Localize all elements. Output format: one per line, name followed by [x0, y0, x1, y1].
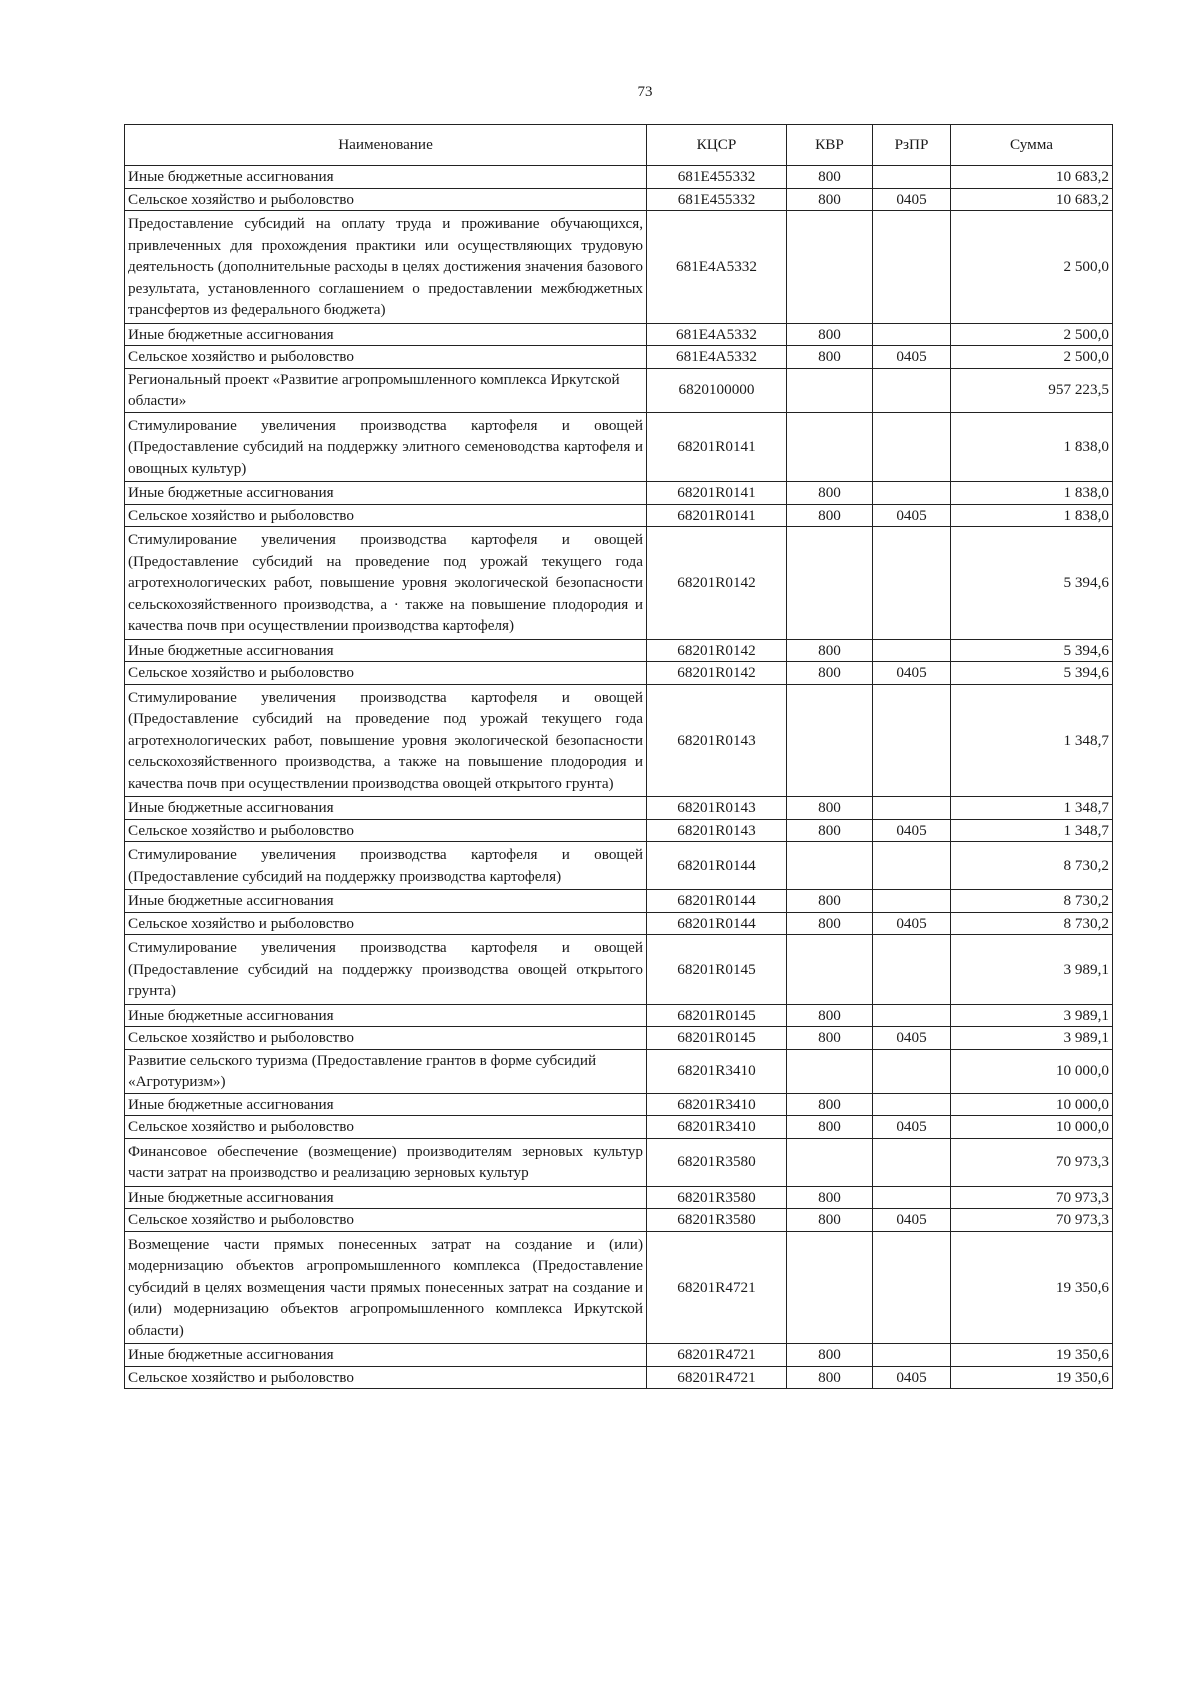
- cell-rzpr: [873, 842, 951, 890]
- cell-kcsr: 681Е4А5332: [647, 211, 787, 324]
- cell-rzpr: 0405: [873, 346, 951, 369]
- cell-kvr: [787, 684, 873, 797]
- cell-sum: 19 350,6: [951, 1366, 1113, 1389]
- cell-rzpr: 0405: [873, 188, 951, 211]
- cell-rzpr: [873, 1186, 951, 1209]
- cell-kcsr: 68201R0145: [647, 1027, 787, 1050]
- table-row: [125, 1004, 1113, 1027]
- cell-name: Предоставление субсидий на оплату труда и проживание обучающихся, привлеченных для прохождения практики или осуществляющих трудовую деятельность (дополнительные расходы в целях достижения значения базового результата, установленного соглашением о предоставлении межбюджетных трансфертов из федерального бюджета): [125, 211, 647, 324]
- cell-kvr: [787, 1231, 873, 1344]
- cell-rzpr: [873, 1138, 951, 1186]
- table-row: [125, 662, 1113, 685]
- cell-name: Сельское хозяйство и рыболовство: [125, 1027, 647, 1050]
- cell-name: Стимулирование увеличения производства картофеля и овощей (Предоставление субсидий на поддержку производства овощей открытого грунта): [125, 935, 647, 1005]
- table-row: [125, 1366, 1113, 1389]
- cell-name: Сельское хозяйство и рыболовство: [125, 912, 647, 935]
- table-row: [125, 890, 1113, 913]
- cell-kvr: 800: [787, 1004, 873, 1027]
- cell-kcsr: 68201R0142: [647, 662, 787, 685]
- cell-kvr: 800: [787, 639, 873, 662]
- cell-kcsr: 681Е4А5332: [647, 346, 787, 369]
- cell-kvr: 800: [787, 797, 873, 820]
- table-row: [125, 527, 1113, 640]
- table-row: [125, 1116, 1113, 1139]
- cell-kvr: 800: [787, 504, 873, 527]
- table-row: [125, 1209, 1113, 1232]
- cell-name: Стимулирование увеличения производства картофеля и овощей (Предоставление субсидий на поддержку производства картофеля): [125, 842, 647, 890]
- cell-name: Стимулирование увеличения производства картофеля и овощей (Предоставление субсидий на поддержку элитного семеноводства картофеля и овощных культур): [125, 412, 647, 482]
- table-row: [125, 842, 1113, 890]
- cell-name: Сельское хозяйство и рыболовство: [125, 1366, 647, 1389]
- header-sum: Сумма: [951, 125, 1113, 166]
- cell-kcsr: 68201R3410: [647, 1116, 787, 1139]
- cell-sum: 5 394,6: [951, 527, 1113, 640]
- cell-kcsr: 68201R0143: [647, 684, 787, 797]
- table-row: [125, 935, 1113, 1005]
- cell-name: Иные бюджетные ассигнования: [125, 482, 647, 505]
- cell-sum: 2 500,0: [951, 346, 1113, 369]
- cell-sum: 19 350,6: [951, 1344, 1113, 1367]
- cell-kcsr: 68201R4721: [647, 1366, 787, 1389]
- cell-kcsr: 68201R4721: [647, 1344, 787, 1367]
- table-row: [125, 346, 1113, 369]
- cell-kcsr: 68201R0145: [647, 1004, 787, 1027]
- cell-kcsr: 68201R0141: [647, 412, 787, 482]
- cell-kvr: [787, 842, 873, 890]
- table-row: [125, 1138, 1113, 1186]
- cell-sum: 10 683,2: [951, 188, 1113, 211]
- cell-name: Иные бюджетные ассигнования: [125, 323, 647, 346]
- cell-rzpr: [873, 1231, 951, 1344]
- cell-sum: 8 730,2: [951, 842, 1113, 890]
- header-rzpr: РзПР: [873, 125, 951, 166]
- cell-sum: 1 838,0: [951, 504, 1113, 527]
- cell-kcsr: 68201R0144: [647, 842, 787, 890]
- cell-kvr: 800: [787, 346, 873, 369]
- cell-kvr: 800: [787, 1344, 873, 1367]
- cell-kcsr: 68201R0141: [647, 482, 787, 505]
- cell-kvr: 800: [787, 1209, 873, 1232]
- cell-sum: 70 973,3: [951, 1186, 1113, 1209]
- table-row: [125, 504, 1113, 527]
- cell-name: Иные бюджетные ассигнования: [125, 890, 647, 913]
- cell-sum: 1 348,7: [951, 797, 1113, 820]
- cell-rzpr: [873, 1093, 951, 1116]
- cell-rzpr: [873, 1049, 951, 1093]
- cell-name: Сельское хозяйство и рыболовство: [125, 662, 647, 685]
- cell-kvr: 800: [787, 1116, 873, 1139]
- cell-rzpr: [873, 527, 951, 640]
- cell-kcsr: 68201R0141: [647, 504, 787, 527]
- cell-rzpr: [873, 797, 951, 820]
- cell-sum: 70 973,3: [951, 1209, 1113, 1232]
- cell-sum: 5 394,6: [951, 639, 1113, 662]
- cell-sum: 1 838,0: [951, 482, 1113, 505]
- cell-name: Финансовое обеспечение (возмещение) производителям зерновых культур части затрат на производство и реализацию зерновых культур: [125, 1138, 647, 1186]
- cell-sum: 70 973,3: [951, 1138, 1113, 1186]
- cell-kcsr: 68201R3580: [647, 1138, 787, 1186]
- cell-kcsr: 68201R3410: [647, 1049, 787, 1093]
- table-row: [125, 639, 1113, 662]
- table-row: [125, 188, 1113, 211]
- cell-name: Возмещение части прямых понесенных затрат на создание и (или) модернизацию объектов агропромышленного комплекса (Предоставление субсидий в целях возмещения части прямых понесенных затрат на создание и (или) модернизацию объектов агропромышленного комплекса Иркутской области): [125, 1231, 647, 1344]
- table-row: [125, 368, 1113, 412]
- table-header-row: [125, 125, 1113, 166]
- table-row: [125, 482, 1113, 505]
- cell-name: Иные бюджетные ассигнования: [125, 797, 647, 820]
- cell-kvr: [787, 368, 873, 412]
- table-row: [125, 323, 1113, 346]
- table-row: [125, 1186, 1113, 1209]
- cell-rzpr: [873, 211, 951, 324]
- cell-rzpr: 0405: [873, 1366, 951, 1389]
- cell-sum: 2 500,0: [951, 323, 1113, 346]
- cell-name: Стимулирование увеличения производства картофеля и овощей (Предоставление субсидий на проведение под урожай текущего года агротехнологических работ, повышение уровня экологической безопасности сельскохозяйственного производства, а · также на повышение плодородия и качества почв при осуществлении производства картофеля): [125, 527, 647, 640]
- table-row: [125, 819, 1113, 842]
- table-row: [125, 166, 1113, 189]
- cell-name: Иные бюджетные ассигнования: [125, 1186, 647, 1209]
- table-row: [125, 797, 1113, 820]
- cell-rzpr: [873, 684, 951, 797]
- cell-rzpr: 0405: [873, 1027, 951, 1050]
- cell-rzpr: [873, 482, 951, 505]
- cell-name: Сельское хозяйство и рыболовство: [125, 188, 647, 211]
- cell-kvr: 800: [787, 912, 873, 935]
- cell-kvr: 800: [787, 188, 873, 211]
- cell-kcsr: 68201R0144: [647, 912, 787, 935]
- cell-name: Иные бюджетные ассигнования: [125, 639, 647, 662]
- cell-name: Иные бюджетные ассигнования: [125, 1004, 647, 1027]
- cell-kcsr: 68201R3580: [647, 1209, 787, 1232]
- cell-rzpr: [873, 323, 951, 346]
- cell-rzpr: [873, 412, 951, 482]
- header-kvr: КВР: [787, 125, 873, 166]
- cell-kvr: 800: [787, 1093, 873, 1116]
- table-row: [125, 1093, 1113, 1116]
- cell-sum: 2 500,0: [951, 211, 1113, 324]
- cell-sum: 10 000,0: [951, 1093, 1113, 1116]
- cell-kvr: 800: [787, 482, 873, 505]
- cell-rzpr: 0405: [873, 819, 951, 842]
- cell-sum: 1 348,7: [951, 819, 1113, 842]
- cell-kvr: [787, 211, 873, 324]
- cell-kcsr: 68201R3580: [647, 1186, 787, 1209]
- cell-kvr: 800: [787, 1366, 873, 1389]
- cell-rzpr: [873, 166, 951, 189]
- header-name: Наименование: [125, 125, 647, 166]
- cell-kcsr: 681Е4А5332: [647, 323, 787, 346]
- cell-sum: 19 350,6: [951, 1231, 1113, 1344]
- cell-name: Развитие сельского туризма (Предоставление грантов в форме субсидий «Агротуризм»): [125, 1049, 647, 1093]
- cell-sum: 8 730,2: [951, 912, 1113, 935]
- cell-rzpr: 0405: [873, 912, 951, 935]
- cell-kcsr: 68201R0145: [647, 935, 787, 1005]
- cell-sum: 3 989,1: [951, 935, 1113, 1005]
- cell-rzpr: 0405: [873, 1209, 951, 1232]
- cell-kcsr: 68201R0142: [647, 639, 787, 662]
- cell-kvr: [787, 527, 873, 640]
- page-number: 73: [637, 84, 653, 100]
- cell-kvr: [787, 935, 873, 1005]
- cell-rzpr: 0405: [873, 504, 951, 527]
- cell-rzpr: [873, 368, 951, 412]
- cell-kvr: [787, 1138, 873, 1186]
- cell-kcsr: 68201R3410: [647, 1093, 787, 1116]
- cell-kcsr: 68201R4721: [647, 1231, 787, 1344]
- cell-kvr: 800: [787, 662, 873, 685]
- cell-sum: 957 223,5: [951, 368, 1113, 412]
- table-row: [125, 912, 1113, 935]
- cell-name: Сельское хозяйство и рыболовство: [125, 1116, 647, 1139]
- table-row: [125, 211, 1113, 324]
- budget-table: [124, 124, 1113, 1389]
- cell-rzpr: [873, 639, 951, 662]
- cell-name: Региональный проект «Развитие агропромышленного комплекса Иркутской области»: [125, 368, 647, 412]
- cell-kcsr: 681Е455332: [647, 188, 787, 211]
- cell-kcsr: 681Е455332: [647, 166, 787, 189]
- table-row: [125, 1344, 1113, 1367]
- cell-kcsr: 68201R0143: [647, 819, 787, 842]
- cell-name: Иные бюджетные ассигнования: [125, 166, 647, 189]
- cell-sum: 5 394,6: [951, 662, 1113, 685]
- cell-sum: 1 348,7: [951, 684, 1113, 797]
- cell-rzpr: 0405: [873, 1116, 951, 1139]
- cell-kcsr: 68201R0142: [647, 527, 787, 640]
- cell-kcsr: 68201R0144: [647, 890, 787, 913]
- cell-rzpr: [873, 890, 951, 913]
- cell-name: Сельское хозяйство и рыболовство: [125, 504, 647, 527]
- cell-kvr: 800: [787, 1027, 873, 1050]
- cell-kvr: [787, 412, 873, 482]
- table-row: [125, 1049, 1113, 1093]
- header-kcsr: КЦСР: [647, 125, 787, 166]
- cell-sum: 8 730,2: [951, 890, 1113, 913]
- cell-name: Иные бюджетные ассигнования: [125, 1093, 647, 1116]
- cell-sum: 3 989,1: [951, 1027, 1113, 1050]
- table-row: [125, 1027, 1113, 1050]
- cell-name: Сельское хозяйство и рыболовство: [125, 819, 647, 842]
- cell-kcsr: 68201R0143: [647, 797, 787, 820]
- cell-kcsr: 6820100000: [647, 368, 787, 412]
- cell-name: Сельское хозяйство и рыболовство: [125, 346, 647, 369]
- table-row: [125, 684, 1113, 797]
- table-row: [125, 412, 1113, 482]
- cell-kvr: 800: [787, 323, 873, 346]
- cell-kvr: 800: [787, 1186, 873, 1209]
- cell-sum: 3 989,1: [951, 1004, 1113, 1027]
- cell-kvr: [787, 1049, 873, 1093]
- cell-name: Иные бюджетные ассигнования: [125, 1344, 647, 1367]
- cell-name: Стимулирование увеличения производства картофеля и овощей (Предоставление субсидий на проведение под урожай текущего года агротехнологических работ, повышение уровня экологической безопасности сельскохозяйственного производства, а также на повышение плодородия и качества почв при осуществлении производства овощей открытого грунта): [125, 684, 647, 797]
- cell-kvr: 800: [787, 890, 873, 913]
- cell-kvr: 800: [787, 819, 873, 842]
- cell-kvr: 800: [787, 166, 873, 189]
- cell-rzpr: [873, 1344, 951, 1367]
- cell-sum: 10 000,0: [951, 1116, 1113, 1139]
- cell-sum: 10 000,0: [951, 1049, 1113, 1093]
- cell-name: Сельское хозяйство и рыболовство: [125, 1209, 647, 1232]
- cell-sum: 10 683,2: [951, 166, 1113, 189]
- table-row: [125, 1231, 1113, 1344]
- cell-rzpr: [873, 1004, 951, 1027]
- cell-rzpr: 0405: [873, 662, 951, 685]
- cell-sum: 1 838,0: [951, 412, 1113, 482]
- table-body: [125, 166, 1113, 1389]
- cell-rzpr: [873, 935, 951, 1005]
